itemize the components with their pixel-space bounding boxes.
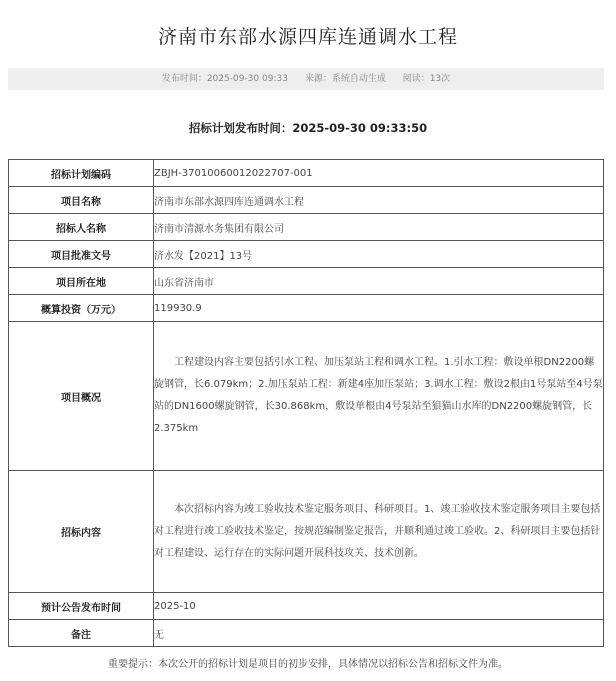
row-label: 项目所在地	[9, 268, 154, 295]
row-label: 概算投资（万元）	[9, 295, 154, 322]
row-value: 济南市东部水源四库连通调水工程	[154, 187, 604, 214]
view-count: 阅读：13次	[402, 74, 451, 84]
row-label: 项目名称	[9, 187, 154, 214]
page-title: 济南市东部水源四库连通调水工程	[157, 26, 458, 48]
table-row	[9, 593, 604, 620]
table-row	[9, 471, 604, 593]
row-value: 119930.9	[154, 295, 604, 322]
row-label: 招标计划编码	[9, 160, 154, 187]
article-meta-bar	[8, 68, 604, 90]
row-label: 项目概况	[9, 322, 154, 471]
source-text: 来源：系统自动生成	[304, 74, 386, 84]
row-value: 工程建设内容主要包括引水工程、加压泵站工程和调水工程。1.引水工程：敷设单根DN2200螺旋钢管，长6.079km；2.加压泵站工程：新建4座加压泵站；3.调水工程：敷设2根由1号泵站至4号泵站的DN1600螺旋钢管，长30.868km，敷设单根由4号泵站至狼猫山水库的DN2200螺旋钢管，长2.375km	[154, 322, 604, 471]
row-value: 无	[154, 620, 604, 647]
table-row	[9, 160, 604, 187]
plan-publish-time: 招标计划发布时间：2025-09-30 09:33:50	[188, 121, 428, 135]
tender-plan-table	[8, 159, 604, 647]
table-row	[9, 620, 604, 647]
row-label: 招标人名称	[9, 214, 154, 241]
publish-time: 发布时间：2025-09-30 09:33	[161, 74, 288, 84]
row-label: 备注	[9, 620, 154, 647]
row-value: ZBJH-37010060012022707-001	[154, 160, 604, 187]
table-row	[9, 295, 604, 322]
row-value: 山东省济南市	[154, 268, 604, 295]
row-value: 本次招标内容为竣工验收技术鉴定服务项目、科研项目。1、竣工验收技术鉴定服务项目主要包括对工程进行竣工验收技术鉴定，按规范编制鉴定报告，并顺利通过竣工验收。2、科研项目主要包括针对工程建设、运行存在的实际问题开展科技攻关、技术创新。	[154, 471, 604, 593]
table-row	[9, 268, 604, 295]
footer-note: 重要提示：本次公开的招标计划是项目的初步安排，具体情况以招标公告和招标文件为准。	[108, 659, 508, 670]
row-label: 项目批准文号	[9, 241, 154, 268]
row-value: 济南市清源水务集团有限公司	[154, 214, 604, 241]
table-row	[9, 241, 604, 268]
row-label: 预计公告发布时间	[9, 593, 154, 620]
table-row	[9, 187, 604, 214]
table-row	[9, 214, 604, 241]
table-row	[9, 322, 604, 471]
row-value: 2025-10	[154, 593, 604, 620]
row-label: 招标内容	[9, 471, 154, 593]
row-value: 济水发【2021】13号	[154, 241, 604, 268]
